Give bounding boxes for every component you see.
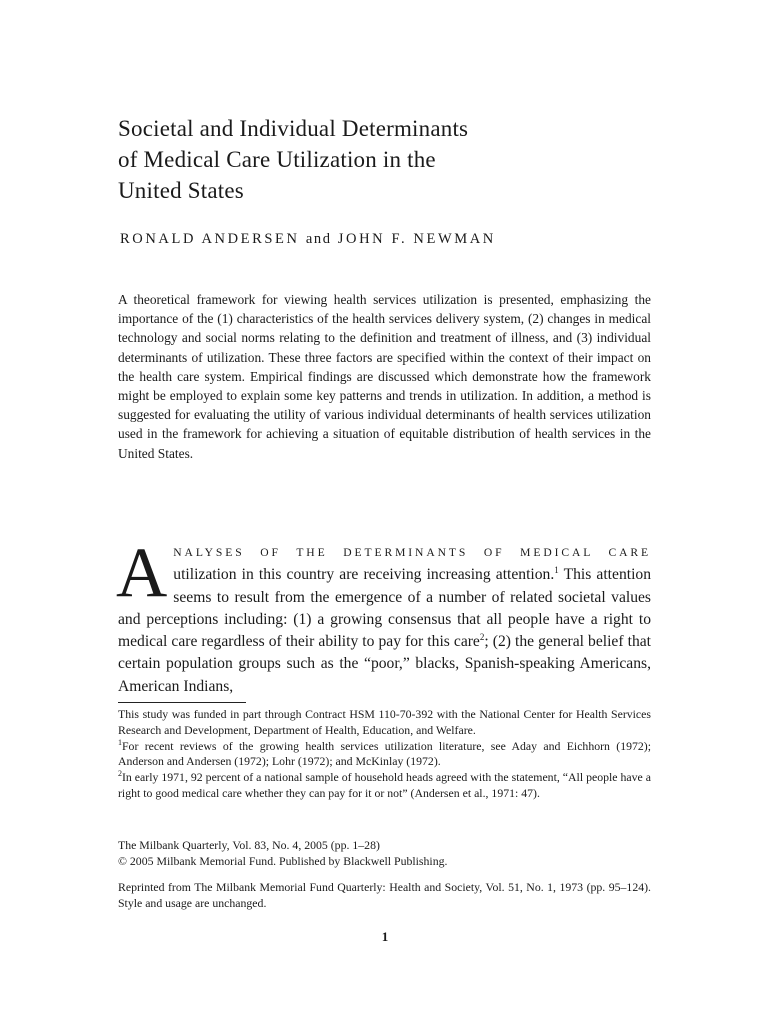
title-line-3: United States xyxy=(118,178,244,203)
abstract: A theoretical framework for viewing health services utilization is presented, emphasizing the importance of the (1) characteristics of the health services delivery system, (2) changes in medical technology and social norms relating to the definition and treatment of illness, and (3) individual determinants of utilization. These three factors are specified within the context of their impact on the health care system. Empirical findings are discussed which demonstrate how the framework might be employed to explain some key patterns and trends in utilization. In addition, a method is suggested for evaluating the utility of various individual determinants of health services utilization used in the framework for achieving a situation of equitable distribution of health services in the United States. xyxy=(118,292,651,461)
funding-note: This study was funded in part through Contract HSM 110-70-392 with the National Center for Health Services Research and Development, Department of Health, Education, and Welfare. xyxy=(118,707,651,737)
title-line-2: of Medical Care Utilization in the xyxy=(118,147,436,172)
copyright-line: © 2005 Milbank Memorial Fund. Published by Blackwell Publishing. xyxy=(118,853,448,868)
drop-cap: A xyxy=(116,534,168,612)
article-title xyxy=(118,113,651,206)
footnote-1 xyxy=(118,739,651,771)
opening-small-caps: NALYSES OF THE DETERMINANTS OF MEDICAL CARE xyxy=(173,546,651,559)
journal-citation: The Milbank Quarterly, Vol. 83, No. 4, 2005 (pp. 1–28) xyxy=(118,838,380,852)
footnote-1-mark: 1 xyxy=(118,737,122,747)
publication-info xyxy=(118,838,651,870)
author-second: JOHN F. NEWMAN xyxy=(337,231,496,247)
author-first: RONALD ANDERSEN xyxy=(120,231,300,247)
author-conjunction: and xyxy=(305,231,332,247)
footnote-ref-2: 2 xyxy=(479,632,485,643)
footnote-2-text: In early 1971, 92 percent of a national sample of household heads agreed with the statement, “All people have a right to good medical care whether they can pay for it or not” (Andersen et al., 1971: 47). xyxy=(118,770,651,800)
footnotes xyxy=(118,707,651,802)
author-line xyxy=(120,231,496,248)
page-number: 1 xyxy=(381,929,389,944)
reprint-note: Reprinted from The Milbank Memorial Fund Quarterly: Health and Society, Vol. 51, No. 1, 1973 (pp. 95–124). Style and usage are unchanged. xyxy=(118,880,651,910)
footnote-2 xyxy=(118,770,651,802)
footnote-divider xyxy=(118,702,246,703)
title-line-1: Societal and Individual Determinants xyxy=(118,116,469,141)
footnote-1-text: For recent reviews of the growing health services utilization literature, see Aday and Eichhorn (1972); Anderson and Andersen (1972); Lohr (1972); and McKinlay (1972). xyxy=(118,738,651,769)
footnote-2-mark: 2 xyxy=(118,769,122,779)
body-text-part-2: This attention seems to result from the emergence of a number of related societal values and perceptions including: (1) a growing consensus that all people have a right to medical care regardless of their ability to pay for this care xyxy=(118,566,651,651)
article-page xyxy=(118,0,651,1024)
body-paragraph xyxy=(116,534,651,698)
body-text-part-1: utilization in this country are receiving increasing attention. xyxy=(173,566,555,584)
footnote-ref-1: 1 xyxy=(554,565,559,576)
body-text-part-3: ; (2) the general belief that certain population groups such as the “poor,” blacks, Spanish-speaking Americans, American Indians, xyxy=(118,633,651,695)
